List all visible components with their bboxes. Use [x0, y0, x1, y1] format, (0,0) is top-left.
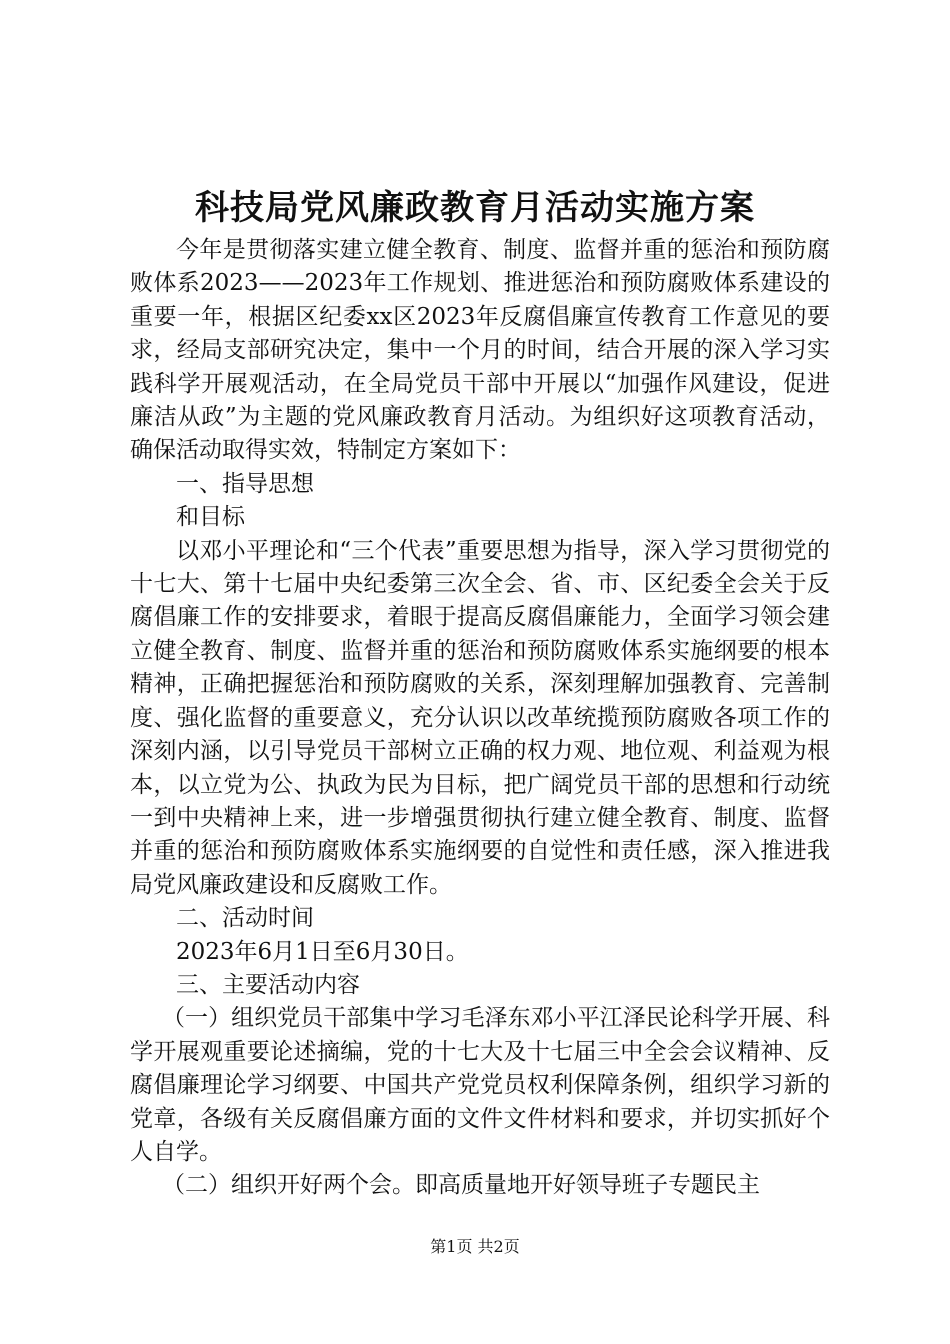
- section2-heading: 二、活动时间: [176, 905, 314, 932]
- section2-paragraph: 2023年6月1日至6月30日。: [176, 938, 469, 965]
- section1-paragraph: 以邓小平理论和“三个代表”重要思想为指导，深入学习贯彻党的十七大、第十七届中央纪委第三次全会、省、市、区纪委全会关于反腐倡廉工作的安排要求，着眼于提高反腐倡廉能力，全面学习领会建立健全教育、制度、监督并重的惩治和预防腐败体系实施纲要的根本精神，正确把握惩治和预防腐败的关系，深刻理解加强教育、完善制度、强化监督的重要意义，充分认识以改革统揽预防腐败各项工作的深刻内涵，以引导党员干部树立正确的权力观、地位观、利益观为根本，以立党为公、执政为民为目标，把广阔党员干部的思想和行动统一到中央精神上来，进一步增强贯彻执行建立健全教育、制度、监督并重的惩治和预防腐败体系实施纲要的自觉性和责任感，深入推进我局党风廉政建设和反腐败工作。: [130, 537, 830, 898]
- section3-item-2: （二）组织开好两个会。即高质量地开好领导班子专题民主: [162, 1172, 760, 1199]
- intro-paragraph: 今年是贯彻落实建立健全教育、制度、监督并重的惩治和预防腐败体系2023——2023年工作规划、推进惩治和预防腐败体系建设的重要一年，根据区纪委xx区2023年反腐倡廉宣传教育工作意见的要求，经局支部研究决定，集中一个月的时间，结合开展的深入学习实践科学开展观活动，在全局党员干部中开展以“加强作风建设，促进廉洁从政”为主题的党风廉政教育月活动。为组织好这项教育活动，确保活动取得实效，特制定方案如下：: [130, 237, 830, 464]
- page-footer: 第1页 共2页: [430, 1237, 520, 1256]
- document-body: [130, 234, 830, 1203]
- section1-heading: 一、指导思想: [176, 470, 314, 497]
- section1-heading-continued: 和目标: [176, 504, 245, 531]
- section3-item-1: （一）组织党员干部集中学习毛泽东邓小平江泽民论科学开展、科学开展观重要论述摘编，党的十七大及十七届三中全会会议精神、反腐倡廉理论学习纲要、中国共产党党员权利保障条例，组织学习新的党章，各级有关反腐倡廉方面的文件文件材料和要求，并切实抓好个人自学。: [130, 1005, 830, 1165]
- document-title: 科技局党风廉政教育月活动实施方案: [195, 188, 755, 228]
- section3-heading: 三、主要活动内容: [176, 971, 360, 998]
